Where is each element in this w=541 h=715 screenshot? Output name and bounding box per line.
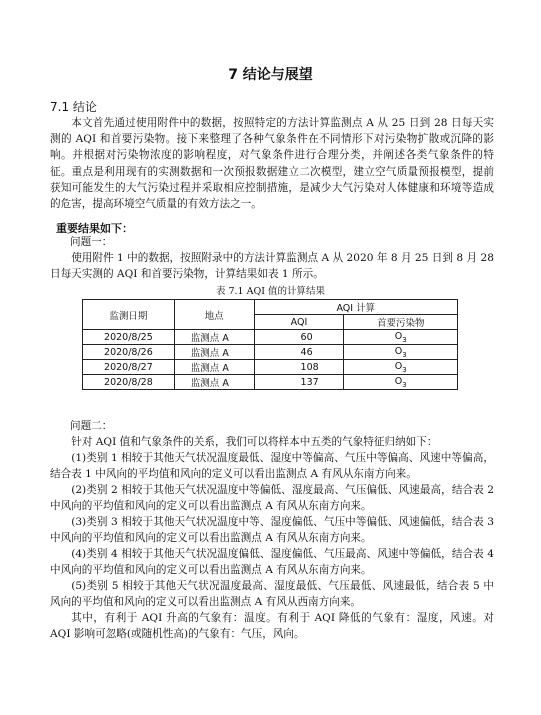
intro-paragraph: 本文首先通过使用附件中的数据，按照特定的方法计算监测点 A 从 25 日到 28 日每天实测的 AQI 和首要污染物。接下来整理了各种气象条件在不同情形下对污染物扩散或沉降的影响。并根据对污染物浓度的影响程度，对气象条件进行合理分类，并阐述各类气象条件的特征。重点是利用现有的实测数据和一次预报数据建立二次模型，建立空气质量预报模型，提前获知可能发生的大气污染过程并采取相应控制措施，是减少大气污染对人体健康和环境等造成的危害，提高环境空气质量的有效方法之一。	[50, 117, 494, 211]
question-two-item: (5)类别 5 相较于其他天气状况温度最高、湿度最低、气压最低、风速最低，结合表 5 中风向的平均值和风向的定义可以看出监测点 A 有风从西南方向来。	[50, 580, 494, 609]
cell-site: 监测点 A	[174, 345, 254, 360]
cell-pollutant: $O_3$	[344, 360, 458, 375]
cell-date: 2020/8/26	[83, 345, 175, 360]
question-two-item: (2)类别 2 相较于其他天气状况温度中等偏低、湿度最高、气压偏低、风速最高，结合表 2 中风向的平均值和风向的定义可以看出监测点 A 有风从东南方向来。	[50, 484, 494, 513]
table-row	[83, 375, 458, 390]
table-caption: 表 7.1 AQI 值的计算结果	[215, 286, 326, 297]
question-two-item: (3)类别 3 相较于其他天气状况温度中等、湿度偏低、气压中等偏低、风速偏低，结合表 3 中风向的平均值和风向的定义可以看出监测点 A 有风从东南方向来。	[50, 516, 494, 545]
header-aqi: AQI	[254, 315, 344, 330]
question-two-intro: 针对 AQI 值和气象条件的关系，我们可以将样本中五类的气象特征归纳如下：	[71, 436, 438, 448]
table-row	[83, 360, 458, 375]
header-pollutant: 首要污染物	[344, 315, 458, 330]
cell-date: 2020/8/25	[83, 330, 175, 345]
cell-date: 2020/8/28	[83, 375, 175, 390]
aqi-table	[82, 299, 458, 390]
cell-pollutant: $O_3$	[344, 330, 458, 345]
cell-site: 监测点 A	[174, 330, 254, 345]
question-two-item: (1)类别 1 相较于其他天气状况温度最低、湿度中等偏高、气压中等偏高、风速中等偏高，结合表 1 中风向的平均值和风向的定义可以看出监测点 A 有风从东南方向来。	[50, 452, 494, 481]
cell-aqi: 60	[254, 330, 344, 345]
section-title: 7.1 结论	[50, 100, 97, 114]
chapter-title: 7 结论与展望	[228, 67, 313, 83]
header-date: 监测日期	[83, 300, 175, 330]
header-site: 地点	[174, 300, 254, 330]
question-one-text: 使用附件 1 中的数据，按照附录中的方法计算监测点 A 从 2020 年 8 月 25 日到 8 月 28 日每天实测的 AQI 和首要污染物，计算结果如表 1 所示。	[50, 252, 494, 281]
table-header-row	[83, 300, 458, 315]
results-heading: 重要结果如下：	[56, 222, 133, 235]
header-aqi-group: AQI 计算	[254, 300, 457, 315]
cell-site: 监测点 A	[174, 375, 254, 390]
question-one-label: 问题一：	[70, 236, 113, 248]
cell-pollutant: $O_3$	[344, 345, 458, 360]
question-two-item: (4)类别 4 相较于其他天气状况温度偏低、湿度偏低、气压最高、风速中等偏低，结合表 4 中风向的平均值和风向的定义可以看出监测点 A 有风从东南方向来。	[50, 548, 494, 577]
cell-pollutant: $O_3$	[344, 375, 458, 390]
cell-site: 监测点 A	[174, 360, 254, 375]
table-row	[83, 345, 458, 360]
table-row	[83, 330, 458, 345]
cell-aqi: 46	[254, 345, 344, 360]
cell-aqi: 137	[254, 375, 344, 390]
cell-date: 2020/8/27	[83, 360, 175, 375]
question-two-label: 问题二：	[70, 420, 113, 432]
question-two-conclusion: 其中，有利于 AQI 升高的气象有：温度。有利于 AQI 降低的气象有：湿度，风速。对 AQI 影响可忽略(或随机性高)的气象有：气压，风向。	[50, 612, 494, 641]
cell-aqi: 108	[254, 360, 344, 375]
